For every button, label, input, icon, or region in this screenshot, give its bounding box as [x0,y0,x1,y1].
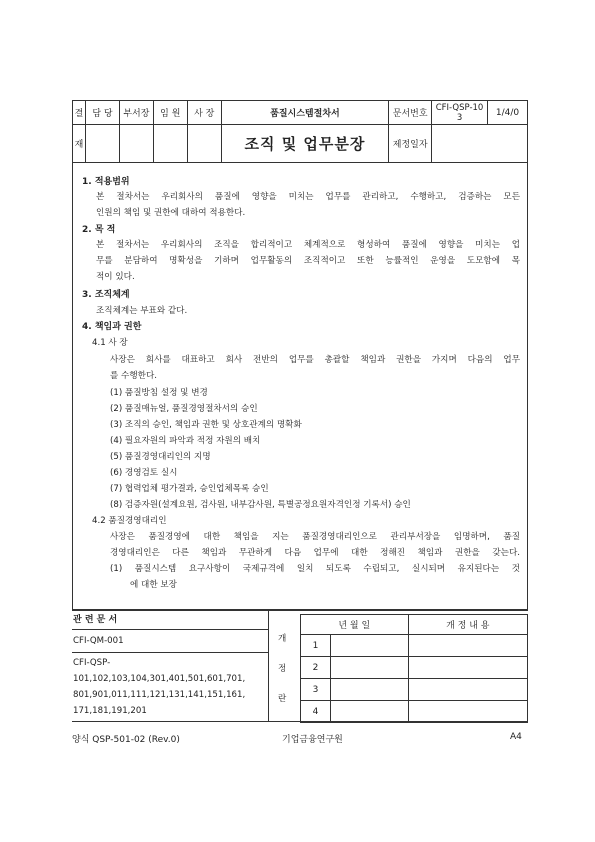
revision-date-cell [330,679,408,701]
section-4-2-text-line1: 사장은 품질경영에 대한 책임을 지는 품질경영대리인으로 관리부서장을 임명하며, 품질 [110,532,520,542]
revision-side-label: 란 [278,694,287,704]
revision-row-number: 2 [301,657,331,679]
role-executive: 임 원 [153,101,187,125]
related-docs-divider [72,652,268,653]
related-doc-2-line3: 801,901,011,111,121,131,141,151,161, [73,690,246,700]
section-1-text-line1: 본 절차서는 우리회사의 품질에 영향을 미치는 업무를 관리하고, 수행하고, 검증하는 모든 [96,192,520,202]
doc-type-title: 품질시스템절차서 [221,101,389,125]
section-4-2-title: 4.2 품질경영대리인 [92,516,167,526]
revision-content-cell [408,657,527,679]
section-2-text-line1: 본 절차서는 우리회사의 조직을 합리적이고 체계적으로 형성하여 품질에 영향을 미치는 업 [96,240,520,250]
related-doc-2-line2: 101,102,103,104,301,401,501,601,701, [73,674,246,684]
sign-box-president [187,125,221,163]
revision-content-cell [408,701,527,723]
related-docs-title: 관 련 문 서 [73,615,118,625]
list-item: (4) 필요자원의 파악과 적정 자원의 배치 [110,436,261,446]
revision-date-value [432,125,528,163]
list-item: (7) 협력업체 평가결과, 승인업체목록 승인 [110,484,269,494]
doc-no-value: CFI-QSP-103 [432,101,488,125]
section-4-2-text-line2: 경영대리인은 다른 책임과 무관하게 다음 업무에 대한 정해진 책임과 권한을 갖는다. [110,548,520,558]
form-number: 양식 QSP-501-02 (Rev.0) [72,735,180,745]
revision-date-label: 제정일자 [389,125,432,163]
revision-content-cell [408,635,527,657]
section-1-title: 1. 적용범위 [82,177,130,187]
list-item: (6) 경영검토 실시 [110,468,178,478]
section-4-2-item1-line1: (1) 품질시스템 요구사항이 국제규격에 일치 되도록 수립되고, 실시되며 유지된다는 것 [110,564,520,574]
revision-col-content: 개 정 내 용 [408,615,527,635]
section-1-text-line2: 인원의 책임 및 권한에 대하여 적용한다. [96,208,246,218]
related-docs-divider [72,629,268,630]
related-doc-1: CFI-QM-001 [73,636,124,646]
section-3-text: 조직체계는 부표와 같다. [96,306,188,316]
revision-side-label: 개 [278,634,287,644]
revision-col-date: 년 월 일 [301,615,409,635]
section-2-text-line2: 무를 분담하여 명확성을 기하며 업무활동의 조직적이고 또한 능률적인 운영을 도모함에 목 [96,256,520,266]
revision-content-cell [408,679,527,701]
revision-row-number: 4 [301,701,331,723]
main-title: 조직 및 업무분장 [221,125,389,163]
list-item: (1) 품질방침 설정 및 변경 [110,388,208,398]
related-doc-2-line1: CFI-QSP- [73,658,111,668]
list-item: (8) 검증자원(설계요원, 검사원, 내부감사원, 특별공정요원자격인정 기록서) 승인 [110,500,411,510]
approval-label-bottom: 재 [73,125,86,163]
revision-table [300,614,528,723]
section-4-2-item1-line2: 에 대한 보장 [130,580,177,590]
list-item: (2) 품질매뉴얼, 품질경영절차서의 승인 [110,404,258,414]
related-doc-2-line4: 171,181,191,201 [73,706,147,716]
header-table [72,100,528,163]
sign-box-dept-head [119,125,153,163]
approval-label: 결 [73,101,86,125]
doc-no-label: 문서번호 [389,101,432,125]
list-item: (5) 품질경영대리인의 지명 [110,452,211,462]
revision-date-cell [330,635,408,657]
revision-row-number: 3 [301,679,331,701]
role-dept-head: 부서장 [119,101,153,125]
section-4-1-title: 4.1 사 장 [92,338,128,348]
list-item: (3) 조직의 승인, 책임과 권한 및 상호관계의 명확화 [110,420,302,430]
section-4-1-text-line2: 를 수행한다. [110,371,157,381]
section-4-title: 4. 책임과 권한 [82,322,142,332]
bottom-divider [268,610,269,722]
section-2-text-line3: 적이 있다. [96,272,135,282]
section-4-1-text-line1: 사장은 회사를 대표하고 회사 전반의 업무를 총괄할 책임과 권한을 가지며 다음의 업무 [110,355,520,365]
revision-side-label: 정 [278,664,287,674]
revision-date-cell [330,657,408,679]
sign-box-staff [85,125,119,163]
sign-box-executive [153,125,187,163]
paper-size: A4 [510,732,522,742]
organization-name: 기업금융연구원 [282,735,343,745]
role-staff: 담 당 [85,101,119,125]
section-2-title: 2. 목 적 [82,225,116,235]
section-3-title: 3. 조직체계 [82,290,130,300]
role-president: 사 장 [187,101,221,125]
revision-date-cell [330,701,408,723]
page-revision: 1/4/0 [487,101,527,125]
revision-row-number: 1 [301,635,331,657]
